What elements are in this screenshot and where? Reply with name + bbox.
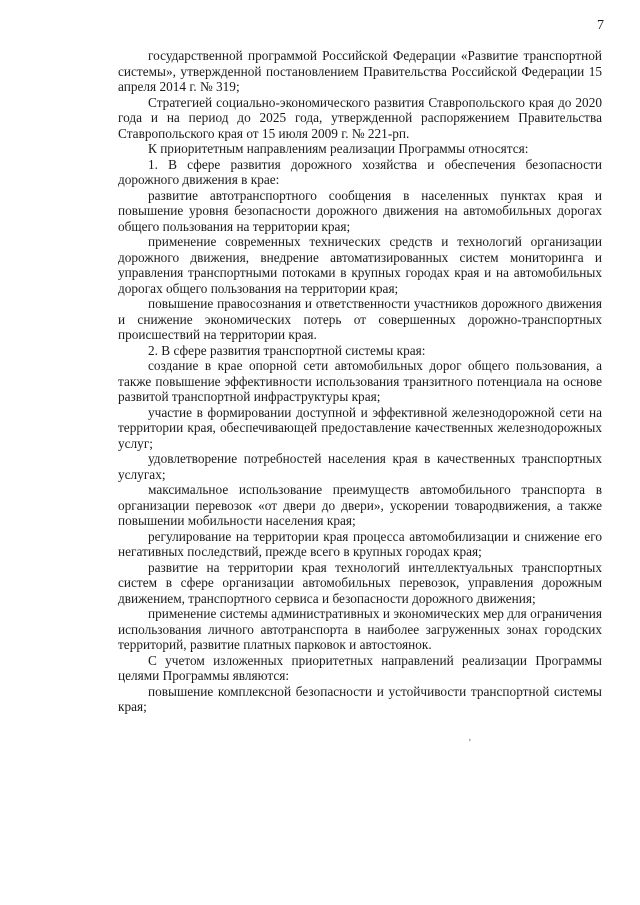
paragraph: К приоритетным направлениям реализации Программы относятся:	[148, 141, 529, 156]
list-item: повышение комплексной безопасности и устойчивости транспортной системы края;	[118, 683, 602, 714]
list-item: максимальное использование преимуществ автомобильного транспорта в организации перевозок «от двери до двери», ускорении товародвижения, а также повышении мобильности населения края;	[118, 482, 602, 528]
list-item: применение системы административных и экономических мер для ограничения использования личного автотранспорта в наиболее загруженных зонах городских территорий, развитие платных парковок и автостоянок.	[118, 606, 602, 652]
paragraph: С учетом изложенных приоритетных направлений реализации Программы целями Программы являются:	[118, 652, 602, 683]
paragraph: государственной программой Российской Федерации «Развитие транспортной системы», утвержденной постановлением Правительства Российской Федерации 15 апреля 2014 г. № 319;	[118, 48, 602, 94]
list-item: развитие на территории края технологий интеллектуальных транспортных систем в сфере организации автомобильных перевозок, управления дорожным движением, транспортного сервиса и безопасности дорожного движения;	[118, 559, 602, 606]
paragraph: Стратегией социально-экономического развития Ставропольского края до 2020 года и на период до 2025 года, утвержденной распоряжением Правительства Ставропольского края от 15 июля 2009 г. № 221-рп.	[118, 94, 602, 141]
section-heading: 2. В сфере развития транспортной системы края:	[148, 342, 426, 358]
list-item: удовлетворение потребностей населения края в качественных транспортных услугах;	[118, 451, 602, 482]
stray-scan-mark: '	[469, 738, 471, 749]
list-item: регулирование на территории края процесса автомобилизации и снижение его негативных последствий, прежде всего в крупных городах края;	[118, 528, 602, 559]
list-item: создание в крае опорной сети автомобильных дорог общего пользования, а также повышение эффективности использования транзитного потенциала на основе развитой транспортной инфраструктуры края;	[118, 358, 602, 404]
list-item: развитие автотранспортного сообщения в населенных пунктах края и повышение уровня безопасности дорожного движения на автомобильных дорогах общего пользования на территории края;	[118, 187, 602, 234]
page-number: 7	[597, 18, 604, 33]
document-body	[118, 48, 602, 715]
list-item: участие в формировании доступной и эффективной железнодорожной сети на территории края, обеспечивающей предоставление качественных железнодорожных услуг;	[118, 404, 602, 451]
list-item: повышение правосознания и ответственности участников дорожного движения и снижение экономических потерь от совершенных дорожно-транспортных происшествий на территории края.	[118, 296, 602, 342]
section-heading: 1. В сфере развития дорожного хозяйства и обеспечения безопасности дорожного движения в крае:	[118, 156, 602, 187]
list-item: применение современных технических средств и технологий организации дорожного движения, внедрение автоматизированных систем мониторинга и управления транспортными потоками в крупных городах края и на автомобильных дорогах общего пользования на территории края;	[118, 234, 602, 296]
